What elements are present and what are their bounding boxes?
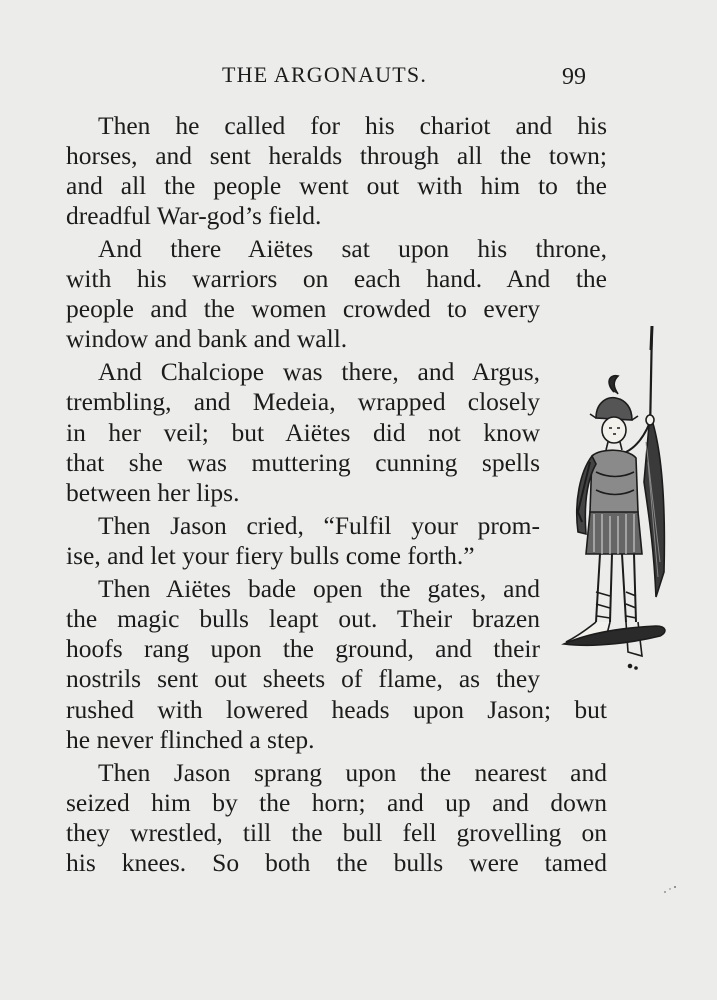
text-line: his knees. So both the bulls were tamed xyxy=(66,848,607,877)
text-line: window and bank and wall. xyxy=(66,324,348,353)
page-number: 99 xyxy=(562,64,586,90)
text-line: between her lips. xyxy=(66,478,240,507)
warrior-illustration xyxy=(556,322,674,674)
text-line: horses, and sent heralds through all the town; xyxy=(66,141,607,170)
text-line: hoofs rang upon the ground, and their xyxy=(66,634,540,663)
text-line: with his warriors on each hand. And the xyxy=(66,264,607,293)
text-line: that she was muttering cunning spells xyxy=(66,448,540,477)
text-line: trembling, and Medeia, wrapped closely xyxy=(66,387,540,416)
text-line: nostrils sent out sheets of flame, as they xyxy=(66,664,540,693)
text-line: seized him by the horn; and up and down xyxy=(66,788,607,817)
text-line: And there Aiëtes sat upon his throne, xyxy=(98,234,607,263)
text-line: the magic bulls leapt out. Their brazen xyxy=(66,604,540,633)
text-line: they wrestled, till the bull fell grovelling on xyxy=(66,818,607,847)
text-line: people and the women crowded to every xyxy=(66,294,540,323)
text-line: ise, and let your fiery bulls come forth.” xyxy=(66,541,475,570)
text-line: Then Jason cried, “Fulfil your prom- xyxy=(98,511,540,540)
text-line: rushed with lowered heads upon Jason; but xyxy=(66,695,607,724)
text-line: Then he called for his chariot and his xyxy=(98,111,607,140)
running-title: THE ARGONAUTS. xyxy=(222,62,428,87)
text-line: Then Aiëtes bade open the gates, and xyxy=(98,574,540,603)
text-line: he never flinched a step. xyxy=(66,725,315,754)
text-line: in her veil; but Aiëtes did not know xyxy=(66,418,540,447)
paper-speck xyxy=(661,883,679,895)
text-line: dreadful War-god’s field. xyxy=(66,201,322,230)
text-line: And Chalciope was there, and Argus, xyxy=(98,357,540,386)
text-line: and all the people went out with him to the xyxy=(66,171,607,200)
text-line: Then Jason sprang upon the nearest and xyxy=(98,758,607,787)
